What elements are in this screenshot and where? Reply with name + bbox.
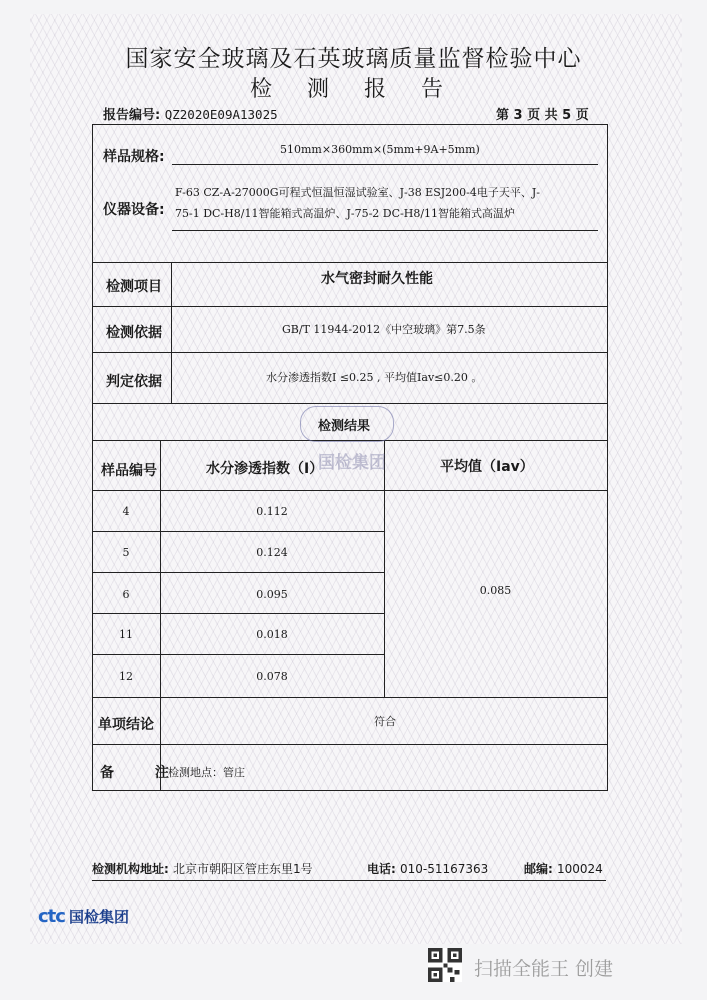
rule xyxy=(92,403,607,404)
rule xyxy=(92,490,607,491)
rule xyxy=(171,262,172,403)
remarks-value: 检测地点：管庄 xyxy=(168,766,245,779)
test-item-value: 水气密封耐久性能 xyxy=(321,271,433,287)
sample-spec-label: 样品规格: xyxy=(103,149,165,165)
rule xyxy=(384,440,385,697)
sample-spec-value: 510mm×360mm×(5mm+9A+5mm) xyxy=(280,143,480,156)
footer-address-value: 北京市朝阳区管庄东里1号 xyxy=(173,862,313,876)
equipment-line-1: F-63 CZ-A-27000G可程式恒温恒湿试验室、J-38 ESJ200-4电子天平、J- xyxy=(175,186,540,199)
table-row-index: 0.124 xyxy=(256,546,288,559)
rule xyxy=(92,744,607,745)
table-row-sample: 12 xyxy=(119,670,133,683)
rule xyxy=(92,697,607,698)
col-index-header: 水分渗透指数（I） xyxy=(206,461,324,477)
footer-zip xyxy=(524,860,603,877)
results-title: 检测结果 xyxy=(318,419,371,434)
table-row-index: 0.078 xyxy=(256,670,288,683)
page-info: 第 3 页 共 5 页 xyxy=(496,108,589,123)
rule xyxy=(160,440,161,790)
footer-phone xyxy=(367,860,488,877)
table-row-sample: 4 xyxy=(122,505,130,518)
test-basis-value: GB/T 11944-2012《中空玻璃》第7.5条 xyxy=(282,323,486,336)
test-basis-label: 检测依据 xyxy=(106,325,162,341)
col-sample-header: 样品编号 xyxy=(101,463,157,479)
table-row-sample: 6 xyxy=(122,588,130,601)
rule xyxy=(92,572,384,573)
rule xyxy=(92,306,607,307)
judge-basis-value: 水分渗透指数I ≤0.25 , 平均值Iav≤0.20 。 xyxy=(266,371,483,384)
footer-zip-value: 100024 xyxy=(557,862,603,876)
conclusion-label: 单项结论 xyxy=(98,717,154,733)
footer-rule xyxy=(92,880,606,881)
rule xyxy=(92,613,384,614)
logo-name: 国检集团 xyxy=(68,908,129,926)
report-number xyxy=(103,104,278,123)
equipment-underline xyxy=(172,230,598,231)
average-value: 0.085 xyxy=(479,584,512,597)
test-item-label: 检测项目 xyxy=(106,279,162,295)
equipment-line-2: 75-1 DC-H8/11智能箱式高温炉、J-75-2 DC-H8/11智能箱式高温炉 xyxy=(175,207,516,220)
ctc-logo-icon: ctc xyxy=(38,906,65,927)
rule xyxy=(92,262,607,263)
report-number-value: QZ2020E09A13025 xyxy=(164,107,278,122)
conclusion-value: 符合 xyxy=(374,715,396,728)
table-row-index: 0.112 xyxy=(256,505,288,518)
table-row-index: 0.095 xyxy=(256,588,288,601)
rule xyxy=(92,352,607,353)
judge-basis-label: 判定依据 xyxy=(106,374,162,390)
watermark-text: 国检集团 xyxy=(318,453,386,473)
table-row-index: 0.018 xyxy=(256,628,288,641)
scanner-credit: 扫描全能王 创建 xyxy=(474,958,614,980)
footer-zip-label: 邮编: xyxy=(524,862,553,876)
table-row-sample: 11 xyxy=(119,628,133,641)
doc-title: 检 测 报 告 xyxy=(250,77,457,102)
rule xyxy=(92,531,384,532)
remarks-label: 备 注 xyxy=(100,765,187,781)
footer-phone-label: 电话: xyxy=(367,862,396,876)
spec-underline xyxy=(172,164,598,165)
ctc-logo xyxy=(38,906,129,927)
qr-code-icon xyxy=(428,948,462,982)
org-title: 国家安全玻璃及石英玻璃质量监督检验中心 xyxy=(125,46,582,72)
footer-address xyxy=(92,860,313,877)
rule xyxy=(92,654,384,655)
report-number-label: 报告编号: xyxy=(103,108,161,123)
table-row-sample: 5 xyxy=(122,546,130,559)
footer-address-label: 检测机构地址: xyxy=(92,862,169,876)
col-avg-header: 平均值（Iav） xyxy=(440,459,534,475)
equipment-label: 仪器设备: xyxy=(103,202,165,218)
footer-phone-value: 010-51167363 xyxy=(400,862,489,876)
